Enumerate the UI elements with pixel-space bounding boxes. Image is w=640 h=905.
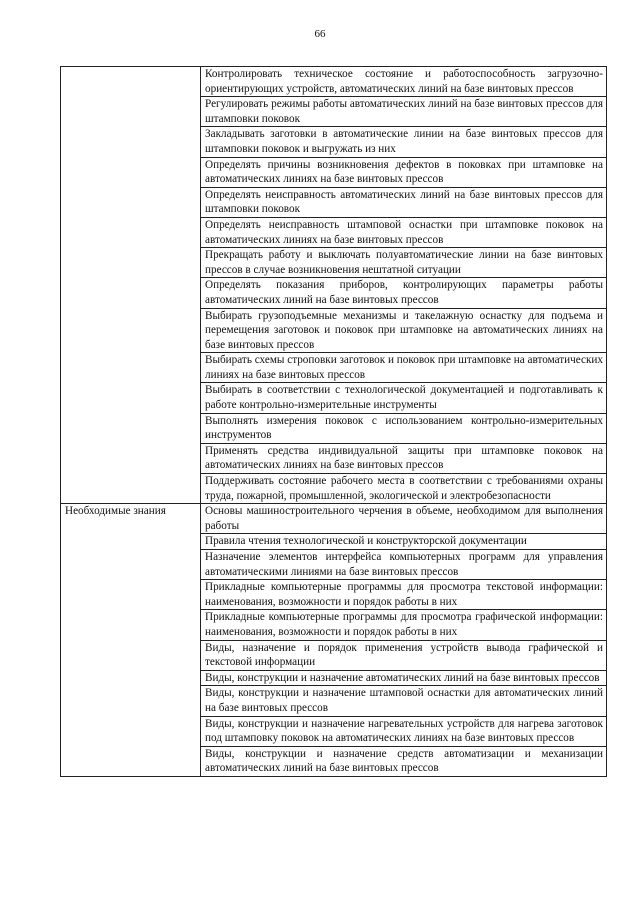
table-cell-text: Контролировать техническое состояние и работоспособность загрузочно-ориентирующих устройств, автоматических линий на базе винтовых прессов xyxy=(201,67,607,97)
table-cell-text: Основы машиностроительного черчения в объеме, необходимом для выполнения работы xyxy=(201,504,607,534)
skills-label-cell xyxy=(61,67,201,504)
skill-row xyxy=(61,67,607,97)
table-cell-text: Определять показания приборов, контролирующих параметры работы автоматических линий на базе винтовых прессов xyxy=(201,278,607,308)
table-cell-text: Определять причины возникновения дефектов в поковках при штамповке на автоматических линиях на базе винтовых прессов xyxy=(201,157,607,187)
table-cell-text: Виды, назначение и порядок применения устройств вывода графической и текстовой информации xyxy=(201,640,607,670)
table-cell-text: Закладывать заготовки в автоматические линии на базе винтовых прессов для штамповки поковок и выгружать из них xyxy=(201,127,607,157)
table-cell-text: Виды, конструкции и назначение автоматических линий на базе винтовых прессов xyxy=(201,670,607,686)
page-number: 66 xyxy=(314,28,326,40)
table-cell-text: Прекращать работу и выключать полуавтоматические линии на базе винтовых прессов в случае возникновения нештатной ситуации xyxy=(201,248,607,278)
table-cell-text: Выбирать схемы строповки заготовок и поковок при штамповке на автоматических линиях на базе винтовых прессов xyxy=(201,353,607,383)
table-cell-text: Применять средства индивидуальной защиты при штамповке поковок на автоматических линиях на базе винтовых прессов xyxy=(201,443,607,473)
table-cell-text: Правила чтения технологической и конструкторской документации xyxy=(201,534,607,550)
knowledge-label: Необходимые знания xyxy=(61,504,201,777)
table-cell-text: Выбирать в соответствии с технологической документацией и подготавливать к работе контрольно-измерительные инструменты xyxy=(201,383,607,413)
table-cell-text: Виды, конструкции и назначение средств автоматизации и механизации автоматических линий на базе винтовых прессов xyxy=(201,746,607,776)
table-cell-text: Поддерживать состояние рабочего места в соответствии с требованиями охраны труда, пожарной, промышленной, экологической и электробезопасности xyxy=(201,474,607,504)
table-cell-text: Выполнять измерения поковок с использованием контрольно-измерительных инструментов xyxy=(201,413,607,443)
table-cell-text: Определять неисправность штамповой оснастки при штамповке поковок на автоматических линиях на базе винтовых прессов xyxy=(201,217,607,247)
table-cell-text: Определять неисправность автоматических линий на базе винтовых прессов для штамповки поковок xyxy=(201,187,607,217)
table-cell-text: Виды, конструкции и назначение нагревательных устройств для нагрева заготовок под штамповку поковок на автоматических линиях на базе винтовых прессов xyxy=(201,716,607,746)
table-cell-text: Назначение элементов интерфейса компьютерных программ для управления автоматическими линиями на базе винтовых прессов xyxy=(201,550,607,580)
table-cell-text: Виды, конструкции и назначение штамповой оснастки для автоматических линий на базе винтовых прессов xyxy=(201,686,607,716)
table-cell-text: Регулировать режимы работы автоматических линий на базе винтовых прессов для штамповки поковок xyxy=(201,97,607,127)
table-cell-text: Выбирать грузоподъемные механизмы и такелажную оснастку для подъема и перемещения заготовок и поковок при штамповке на автоматических линиях на базе винтовых прессов xyxy=(201,308,607,353)
table-cell-text: Прикладные компьютерные программы для просмотра текстовой информации: наименования, возможности и порядок работы в них xyxy=(201,580,607,610)
requirements-table xyxy=(60,66,607,777)
knowledge-row xyxy=(61,504,607,534)
table-cell-text: Прикладные компьютерные программы для просмотра графической информации: наименования, возможности и порядок работы в них xyxy=(201,610,607,640)
